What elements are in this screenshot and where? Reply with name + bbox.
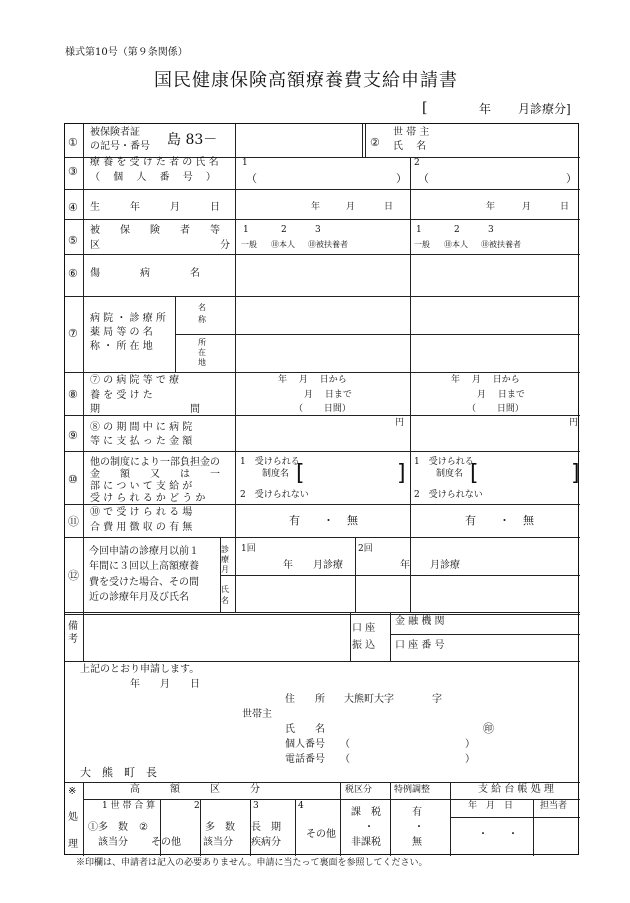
row8-label-a: ⑦ の 病 院 等 で 療 <box>90 375 180 386</box>
dob1-year: 年 <box>311 202 321 212</box>
row10-label-c: 部 に つ い て 支 給 が <box>90 481 193 492</box>
footer-note: ※印欄は、申請者は記入の必要ありません。申請に当たって裏面を参照してください。 <box>76 858 428 868</box>
row7-label-c: 称 ・ 所 在 地 <box>90 341 153 352</box>
kogaku-category-header: 高 額 区 分 <box>130 784 260 795</box>
fee1-dot: ・ <box>323 514 334 527</box>
period1-to: 月 日まで <box>304 390 352 400</box>
row8-label-c: 期 間 <box>90 404 200 415</box>
row12-name-sub-b: 名 <box>221 596 229 605</box>
row5-label-b: 区 分 <box>90 240 230 251</box>
history-first-date: 年 月診療 <box>283 560 343 571</box>
dob2-day: 日 <box>560 202 570 212</box>
cat2-dependent[interactable]: ⑩被扶養者 <box>481 240 521 249</box>
amount1-unit: 円 <box>395 418 405 428</box>
special-dot: ・ <box>414 822 424 833</box>
other-system1-lbracket: [ <box>296 461 305 486</box>
mynumber-label: 個人番号 <box>285 739 325 750</box>
cat2-multi: 多 数 <box>205 822 235 833</box>
row12-label-a: 今回申請の診療月以前１ <box>89 546 199 557</box>
cat1-multi: ①多 数 <box>88 822 128 833</box>
row6-number: ⑥ <box>68 267 78 280</box>
row1-label-a: 被保険者証 <box>90 127 140 138</box>
cat3-longterm: 長 期 <box>251 822 281 833</box>
seal-mark: ㊞ <box>483 722 494 735</box>
row9-label-b: 等 に 支 払 っ た 金 額 <box>90 436 193 447</box>
phone-close: ） <box>465 754 475 765</box>
ledger-date-header: 年 月 日 <box>468 801 514 811</box>
row7-addr-sub-c: 地 <box>198 358 206 367</box>
period-year: 年 <box>479 102 492 116</box>
patient1-number: 1 <box>242 158 248 168</box>
office-mark: ※ <box>68 786 77 797</box>
remarks-label-a: 備 <box>68 621 78 632</box>
office-proc-a: 処 <box>68 812 78 823</box>
ledger-header: 支 給 台 帳 処 理 <box>478 784 554 795</box>
cat1-header: 1 世 帯 合 算 <box>102 801 156 811</box>
row7-number: ⑦ <box>68 327 78 340</box>
row2-label-a: 世 帯 主 <box>393 127 430 138</box>
tax-dot: ・ <box>364 822 374 833</box>
phone-open: （ <box>340 754 350 765</box>
period2-to: 月 日まで <box>477 390 525 400</box>
cat4-header: 4 <box>298 801 304 811</box>
period1-days: （ 日間） <box>294 404 351 414</box>
period-month: 月診療分] <box>518 102 571 116</box>
row12-month-sub-b: 療 <box>221 555 229 564</box>
ledger-date-dots: ・ ・ <box>478 829 518 840</box>
row5-number: ⑤ <box>68 234 78 247</box>
patient2-open-paren: （ <box>418 172 429 185</box>
address-aza: 字 <box>432 694 442 705</box>
patient2-number: 2 <box>414 158 420 168</box>
row10-number: ⑩ <box>68 473 78 486</box>
period2-days: （ 日間） <box>467 404 524 414</box>
cat2-self[interactable]: ⑩本人 <box>444 240 468 249</box>
row7-addr-sub-a: 所 <box>198 338 206 347</box>
patient1-close-paren: ） <box>396 172 407 185</box>
row3-label-b: （ 個 人 番 号 ） <box>90 172 216 183</box>
row10-label-d: 受 け ら れ る か ど う か <box>90 493 206 504</box>
fee1-yes[interactable]: 有 <box>289 514 300 527</box>
household-head-name-field[interactable] <box>438 125 578 153</box>
row11-label-a: ⑩ で 受 け ら れ る 場 <box>90 507 193 518</box>
remarks-label-b: 考 <box>68 634 78 645</box>
history-first-label: 1回 <box>241 544 256 554</box>
cat3-header: 3 <box>253 801 259 811</box>
name-label: 氏 名 <box>285 724 325 735</box>
tax-nontaxable: 非課税 <box>351 837 381 848</box>
other-system1-no[interactable]: 2 受けられない <box>240 490 309 500</box>
application-date: 年 月 日 <box>130 679 200 690</box>
other-system1-rbracket: ] <box>397 461 406 486</box>
insurance-number-field[interactable]: 島 83－ <box>167 132 218 148</box>
account-number-label: 口 座 番 号 <box>395 640 445 651</box>
application-statement: 上記のとおり申請します。 <box>80 664 200 675</box>
other-system1-label: 制度名 <box>262 469 290 479</box>
cat1-n2: 2 <box>281 225 287 235</box>
form-number: 様式第10号（第９条関係） <box>65 47 188 58</box>
special-yes: 有 <box>412 807 422 818</box>
cat2-multi-sub: 該当分 <box>203 837 233 848</box>
tax-category-header: 税区分 <box>345 785 373 795</box>
other-system2-yes[interactable]: 1 受けられる <box>414 457 474 467</box>
row7-label-a: 病 院 ・ 診 療 所 <box>90 313 166 324</box>
addressee: 大 熊 町 長 <box>80 766 157 779</box>
bank-label: 金 融 機 関 <box>395 616 445 627</box>
row10-label-a: 他の制度により一部負担金の <box>90 457 220 468</box>
cat1-n1: 1 <box>243 225 249 235</box>
cat2-n2: 2 <box>454 225 460 235</box>
cat4-other: その他 <box>306 829 336 840</box>
cat1-general[interactable]: 一般 <box>241 240 257 249</box>
row9-label-a: ⑧ の 期 間 中 に 病 院 <box>90 422 193 433</box>
transfer-label-a: 口 座 <box>352 623 376 634</box>
row8-label-b: 養 を 受 け た <box>90 390 153 401</box>
other-system2-rbracket: ] <box>571 461 580 486</box>
row7-name-sub-a: 名 <box>198 303 206 312</box>
dob2-year: 年 <box>486 202 496 212</box>
cat2-general[interactable]: 一般 <box>414 240 430 249</box>
ledger-staff-header: 担当者 <box>540 801 568 811</box>
other-system2-label: 制度名 <box>436 469 464 479</box>
office-proc-b: 理 <box>68 839 78 850</box>
special-adjust-header: 特例調整 <box>394 785 431 795</box>
fee1-no[interactable]: 無 <box>347 514 358 527</box>
row9-number: ⑨ <box>68 429 78 442</box>
row7-name-sub-b: 称 <box>198 315 206 324</box>
cat1-n3: 3 <box>315 225 321 235</box>
row10-label-b: 金 額 又 は 一 <box>90 469 220 480</box>
row4-number: ④ <box>68 201 78 214</box>
row12-label-c: 費を受けた場合、その間 <box>89 577 199 588</box>
household-head-label: 世帯主 <box>242 709 272 720</box>
row11-number: ⑪ <box>68 515 79 528</box>
row6-label: 傷 病 名 <box>90 268 200 279</box>
row11-label-b: 合 費 用 徴 収 の 有 無 <box>90 522 193 533</box>
dob1-month: 月 <box>346 202 356 212</box>
special-no: 無 <box>412 837 422 848</box>
row3-label-a: 療 養 を 受 け た 者 の 氏 名 <box>90 157 219 168</box>
amount2-unit: 円 <box>569 418 579 428</box>
cat2-header: 2 <box>194 801 200 811</box>
dob1-day: 日 <box>384 202 394 212</box>
cat2-n1: 1 <box>416 225 422 235</box>
patient2-close-paren: ） <box>566 172 577 185</box>
history-second-date: 年 月診療 <box>400 560 460 571</box>
cat3-longterm-sub: 疾病分 <box>251 837 281 848</box>
other-system2-lbracket: [ <box>470 461 479 486</box>
row1-label-b: の記号・番号 <box>90 141 150 152</box>
fee2-no[interactable]: 無 <box>523 514 534 527</box>
row2-label-b: 氏 名 <box>393 141 427 152</box>
address-value: 大熊町大字 <box>344 694 394 705</box>
phone-label: 電話番号 <box>285 754 325 765</box>
cat1-self[interactable]: ⑩本人 <box>271 240 295 249</box>
address-label: 住 所 <box>285 694 325 705</box>
row1-number: ① <box>68 136 78 149</box>
row5-label-a: 被 保 険 者 等 <box>90 225 220 236</box>
row7-label-b: 薬 局 等 の 名 <box>90 327 153 338</box>
period2-from: 年 月 日から <box>451 375 520 385</box>
row12-number: ⑫ <box>68 569 79 582</box>
cat1-other: その他 <box>151 837 181 848</box>
row12-label-d: 近の診療年月及び氏名 <box>89 592 189 603</box>
row12-month-sub-c: 月 <box>221 565 229 574</box>
row8-number: ⑧ <box>68 388 78 401</box>
cat2-n3: 3 <box>488 225 494 235</box>
cat1-multi-sub: 該当分 <box>98 837 128 848</box>
cat1-dependent[interactable]: ⑩被扶養者 <box>308 240 348 249</box>
tax-taxable: 課 税 <box>351 807 381 818</box>
row12-name-sub-a: 氏 <box>221 585 229 594</box>
mynumber-close: ） <box>465 739 475 750</box>
row3-number: ③ <box>68 165 78 178</box>
row7-addr-sub-b: 在 <box>198 348 206 357</box>
period-open-bracket: [ <box>422 100 428 116</box>
transfer-label-b: 振 込 <box>352 640 376 651</box>
row2-number: ② <box>370 136 380 149</box>
other-system2-no[interactable]: 2 受けられない <box>414 490 483 500</box>
cat1-other-mark: ② <box>139 822 148 833</box>
page-title: 国民健康保険高額療養費支給申請書 <box>154 70 458 91</box>
patient1-open-paren: （ <box>246 172 257 185</box>
history-second-label: 2回 <box>358 544 373 554</box>
row4-label: 生 年 月 日 <box>90 202 220 213</box>
fee2-dot: ・ <box>499 514 510 527</box>
fee2-yes[interactable]: 有 <box>465 514 476 527</box>
other-system1-yes[interactable]: 1 受けられる <box>240 457 300 467</box>
mynumber-open: （ <box>340 739 350 750</box>
row12-month-sub-a: 診 <box>221 545 229 554</box>
dob2-month: 月 <box>522 202 532 212</box>
period1-from: 年 月 日から <box>278 375 347 385</box>
row12-label-b: 年間に３回以上高額療養 <box>89 561 199 572</box>
